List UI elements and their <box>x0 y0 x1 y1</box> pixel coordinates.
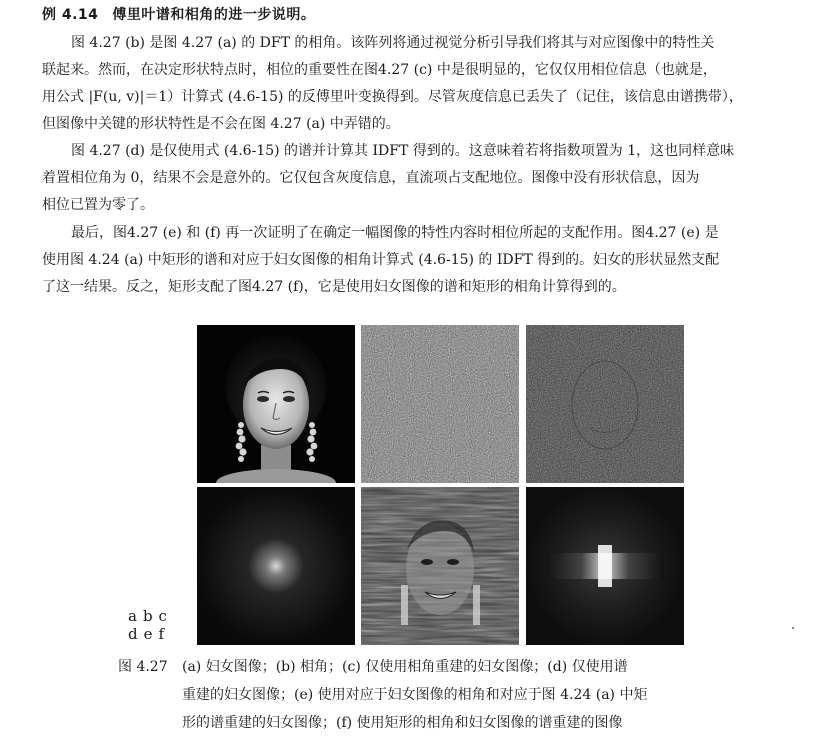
paragraph-line: 着置相位角为 0，结果不会是意外的。它仅包含灰度信息，直流项占支配地位。图像中没有形状信息，因为 <box>42 170 700 186</box>
caption-line: (a) 妇女图像；(b) 相角；(c) 仅使用相角重建的妇女图像；(d) 仅使用谱 <box>182 659 628 675</box>
scan-speck <box>792 627 794 629</box>
example-number: 例 4.14 <box>42 7 99 23</box>
paragraph-line: 相位已置为零了。 <box>42 197 154 213</box>
caption-text <box>182 653 762 737</box>
woman-portrait <box>197 325 355 483</box>
paragraph-line: 最后，图4.27 (e) 和 (f) 再一次证明了在确定一幅图像的特性内容时相位所起的支配作用。图4.27 (e) 是 <box>71 225 719 241</box>
example-heading <box>42 4 315 24</box>
paragraph-2 <box>42 138 802 219</box>
paragraph-line: 联起来。然而，在决定形状特点时，相位的重要性在图4.27 (c) 中是很明显的，它仅仅用相位信息（也就是， <box>42 62 717 78</box>
paragraph-line: 了这一结果。反之，矩形支配了图4.27 (f)，它是使用妇女图像的谱和矩形的相角计算得到的。 <box>42 279 626 295</box>
paragraph-line: 但图像中关键的形状特性是不会在图 4.27 (a) 中弄错的。 <box>42 116 400 132</box>
woman-phase-reconstruction <box>361 487 519 645</box>
figure-sublabels <box>128 607 173 643</box>
caption-number: 图 4.27 <box>118 659 168 675</box>
panel-e-woman-phase-rect-spectrum <box>361 487 519 645</box>
caption-line: 形的谱重建的妇女图像；(f) 使用矩形的相角和妇女图像的谱重建的图像 <box>182 715 623 731</box>
caption-line: 重建的妇女图像；(e) 使用对应于妇女图像的相角和对应于图 4.24 (a) 中矩 <box>182 687 648 703</box>
panel-b-phase-angle <box>361 325 519 483</box>
figure-4-27 <box>197 325 684 645</box>
paragraph-line: 图 4.27 (d) 是仅使用式 (4.6-15) 的谱并计算其 IDFT 得到的。这意味着若将指数项置为 1，这也同样意味 <box>71 143 735 159</box>
panel-c-phase-only-reconstruction <box>526 325 684 483</box>
panel-f-rect-phase-woman-spectrum <box>526 487 684 645</box>
sublabel-row-bottom: def <box>128 625 171 643</box>
phase-only-image <box>526 325 684 483</box>
sublabel-row-top: abc <box>128 607 173 625</box>
paragraph-line: 使用图 4.24 (a) 中矩形的谱和对应于妇女图像的相角计算式 (4.6-15) 的 IDFT 得到的。妇女的形状显然支配 <box>42 252 720 268</box>
rectangle-reconstruction <box>526 487 684 645</box>
panel-a-woman-image <box>197 325 355 483</box>
paragraph-1 <box>42 30 802 138</box>
example-title: 傅里叶谱和相角的进一步说明。 <box>112 7 316 23</box>
spectrum-only-image <box>197 487 355 645</box>
paragraph-line: 用公式 |F(u, v)|＝1）计算式 (4.6-15) 的反傅里叶变换得到。尽管灰度信息已丢失了（记住，该信息由谱携带）， <box>42 89 743 105</box>
phase-noise <box>361 325 519 483</box>
paragraph-line: 图 4.27 (b) 是图 4.27 (a) 的 DFT 的相角。该阵列将通过视觉分析引导我们将其与对应图像中的特性关 <box>71 35 715 51</box>
panel-d-spectrum-only-reconstruction <box>197 487 355 645</box>
paragraph-3 <box>42 220 802 301</box>
